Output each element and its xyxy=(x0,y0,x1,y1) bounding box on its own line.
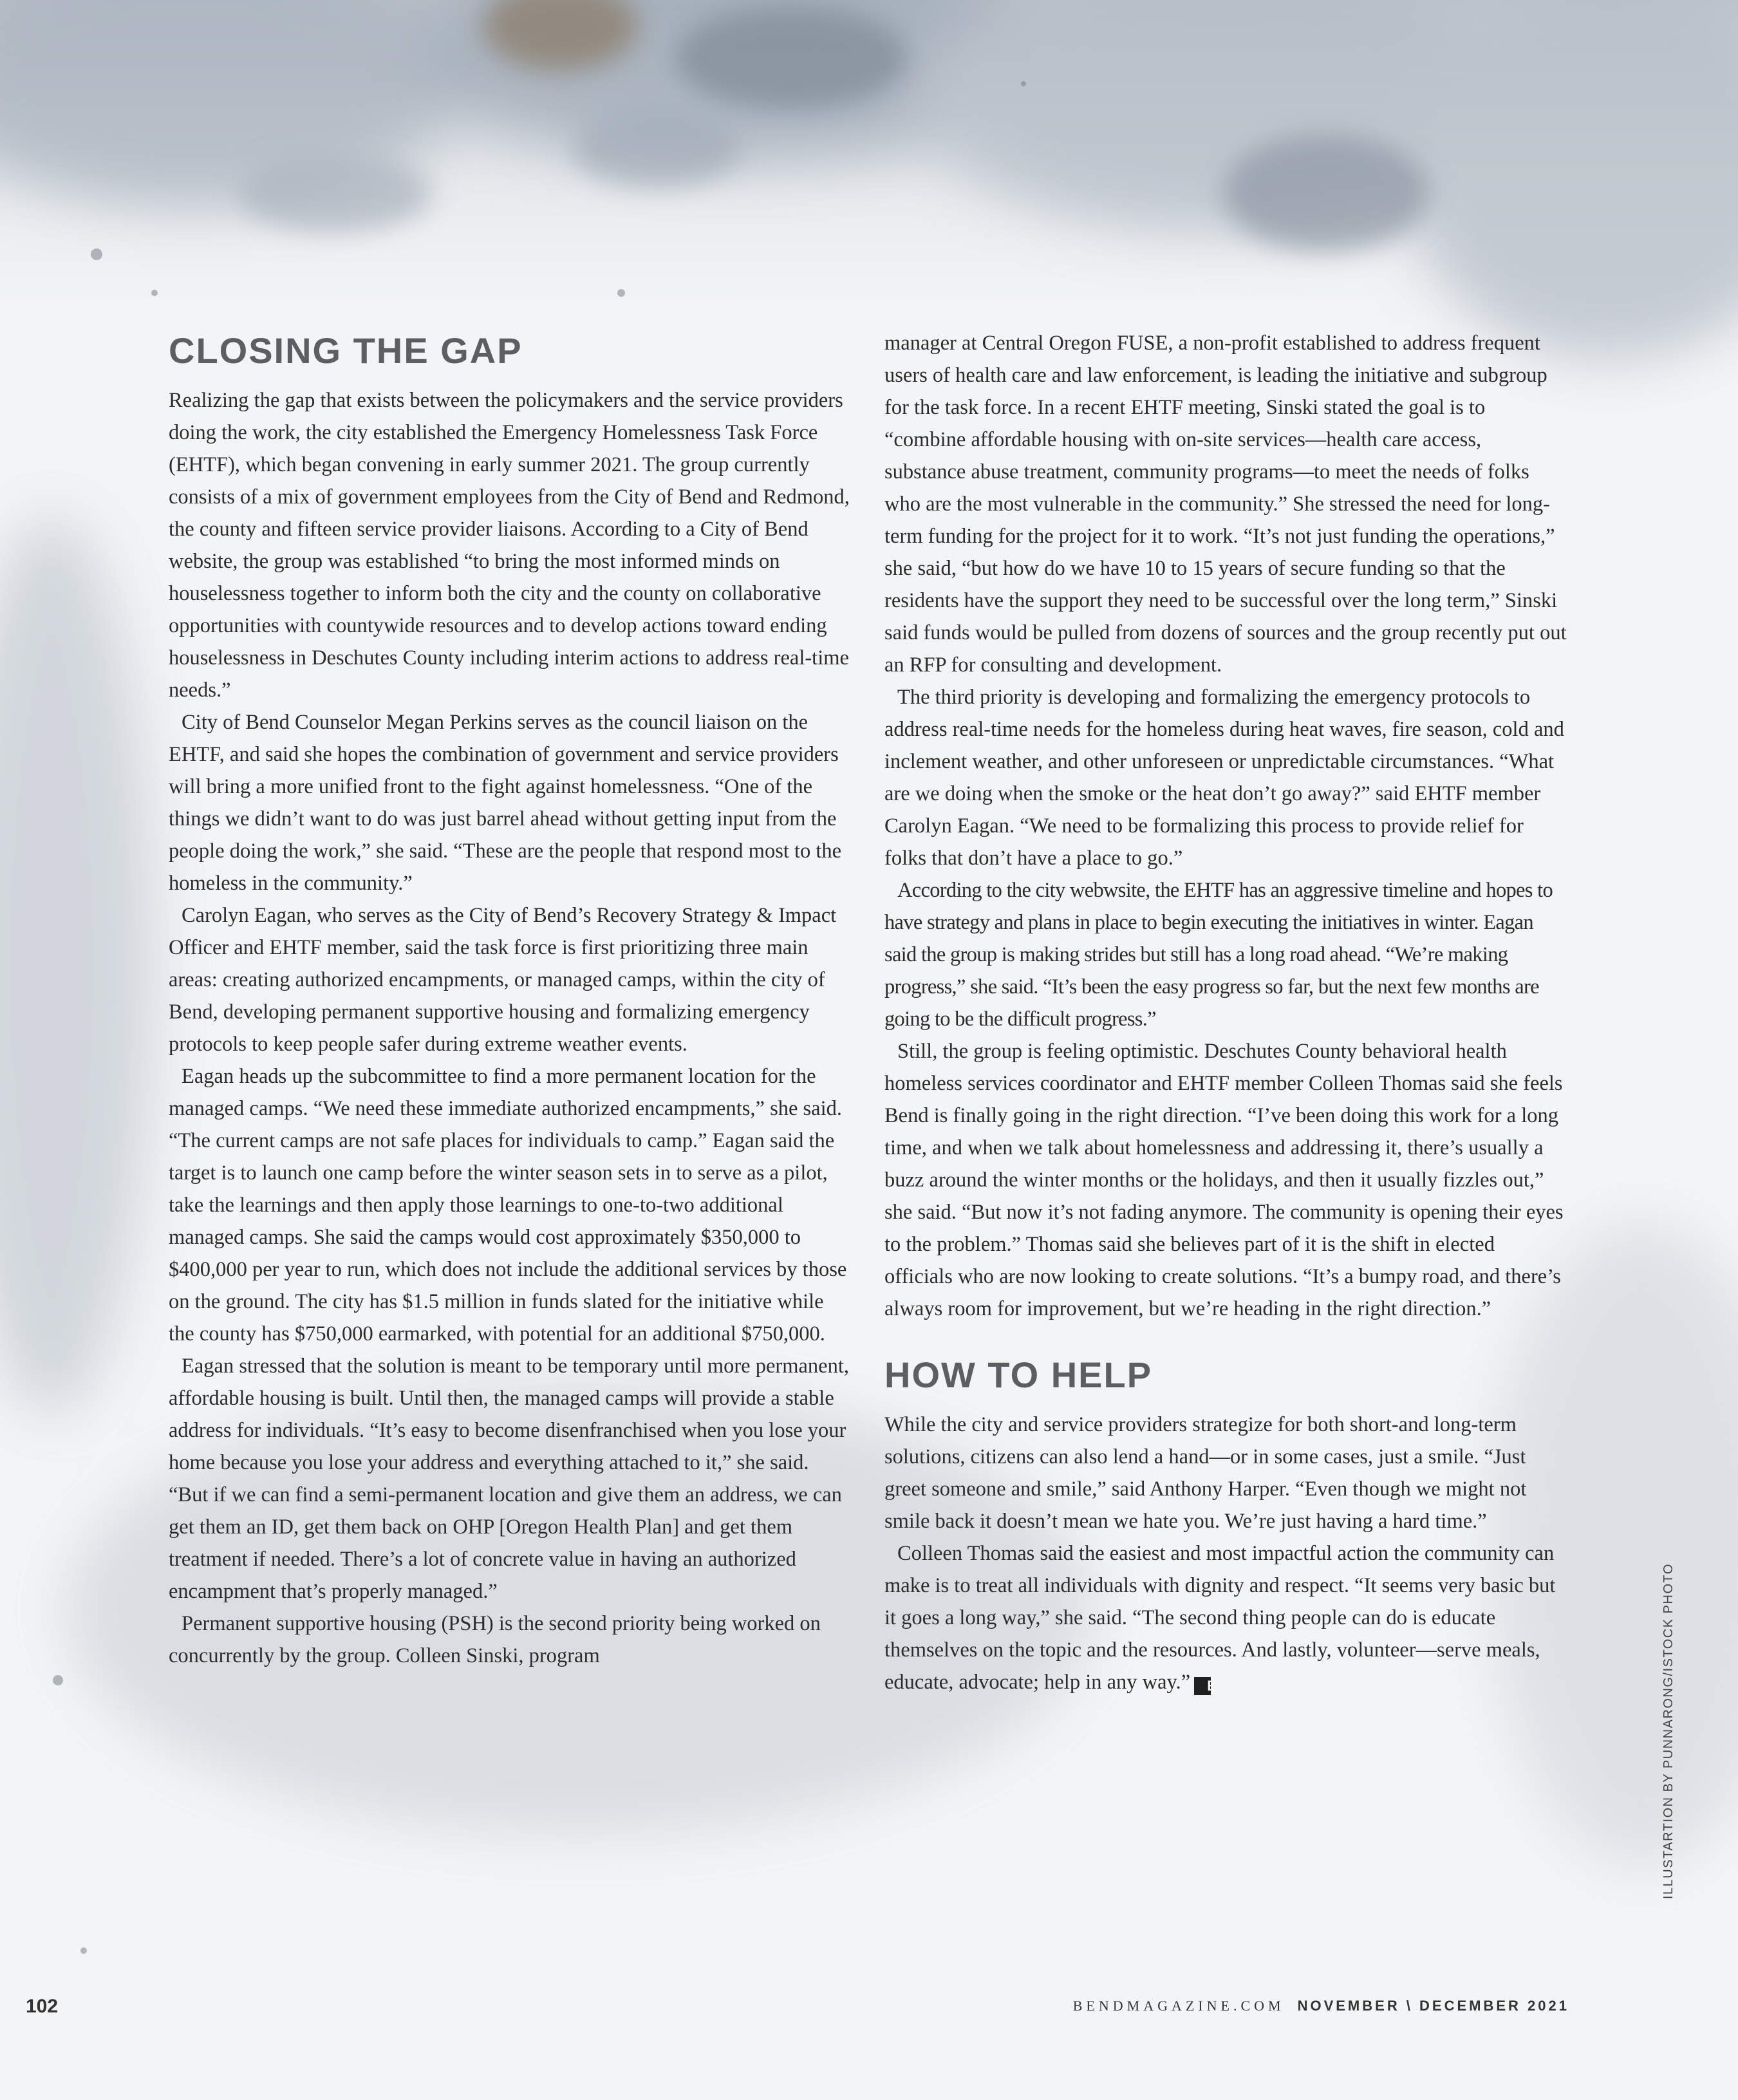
paragraph-final xyxy=(884,1537,1567,1698)
paragraph: Eagan heads up the subcommittee to find a more permanent location for the managed camps. “We need these immediate authorized encampments,” she said. “The current camps are not safe places for individuals to camp.” Eagan said the target is to launch one camp before the winter season sets in to serve as a pilot, take the learnings and then apply those learnings to one-to-two additional managed camps. She said the camps would cost approximately $350,000 to $400,000 per year to run, which does not include the additional services by those on the ground. The city has $1.5 million in funds slated for the initiative while the county has $750,000 earmarked, with potential for an additional $750,000. xyxy=(169,1065,847,1345)
paragraph: manager at Central Oregon FUSE, a non-profit established to address frequent users of health care and law enforcement, is leading the initiative and subgroup for the task force. In a recent EHTF meeting, Sinski stated the goal is to “combine affordable housing with on-site services—health care access, substance abuse treatment, community programs—to meet the needs of folks who are the most vulnerable in the community.” She stressed the need for long-term funding for the project for it to work. “It’s not just funding the operations,” she said, “but how do we have 10 to 15 years of secure funding so that the residents have the support they need to be successful over the long term,” Sinski said funds would be pulled from dozens of sources and the group recently put out an RFP for consulting and development. xyxy=(884,332,1567,677)
paragraph: While the city and service providers strategize for both short-and long-term solutions, citizens can also lend a hand—or in some cases, just a smile. “Just greet someone and smile,” said Anthony Harper. “Even though we might not smile back it doesn’t mean we hate you. We’re just having a hard time.” xyxy=(884,1413,1527,1533)
paragraph: City of Bend Counselor Megan Perkins serves as the council liaison on the EHTF, and said she hopes the combination of government and service providers will bring a more unified front to the fight against homelessness. “One of the things we didn’t want to do was just barrel ahead without getting input from the people doing the work,” she said. “These are the people that respond most to the homeless in the community.” xyxy=(169,711,842,895)
paragraph-text: Colleen Thomas said the easiest and most impactful action the community can make is to treat all individuals with dignity and respect. “It seems very basic but it goes a long way,” she said. “The second thing people can do is educate themselves on the topic and the resources. And lastly, volunteer—serve meals, educate, advocate; help in any way.” xyxy=(884,1542,1556,1694)
paragraph: Realizing the gap that exists between the policymakers and the service providers doing the work, the city established the Emergency Homelessness Task Force (EHTF), which began convening in early summer 2021. The group currently consists of a mix of government employees from the City of Bend and Redmond, the county and fifteen service provider liaisons. According to a City of Bend website, the group was established “to bring the most informed minds on houselessness together to inform both the city and the county on collaborative opportunities with countywide resources and to develop actions toward ending houselessness in Deschutes County including interim actions to address real-time needs.” xyxy=(169,389,850,702)
section-heading-how-to-help: HOW TO HELP xyxy=(884,1355,1153,1395)
paragraph: Permanent supportive housing (PSH) is the second priority being worked on concurrently by the group. Colleen Sinski, program xyxy=(169,1612,821,1667)
paragraph: The third priority is developing and formalizing the emergency protocols to address real-time needs for the homeless during heat waves, fire season, cold and inclement weather, and other unforeseen or unpredictable circumstances. “What are we doing when the smoke or the heat don’t go away?” said EHTF member Carolyn Eagan. “We need to be formalizing this process to provide relief for folks that don’t have a place to go.” xyxy=(884,686,1564,870)
column-left xyxy=(169,325,851,1672)
paragraph: According to the city webwsite, the EHTF has an aggressive timeline and hopes to have strategy and plans in place to begin executing the initiatives in winter. Eagan said the group is making strides but still has a long road ahead. “We’re making progress,” she said. “It’s been the easy progress so far, but the next few months are going to be the difficult progress.” xyxy=(884,879,1553,1031)
section-heading-closing-the-gap: CLOSING THE GAP xyxy=(169,330,523,371)
column-right xyxy=(884,327,1567,1698)
paragraph: Carolyn Eagan, who serves as the City of Bend’s Recovery Strategy & Impact Officer and EHTF member, said the task force is first prioritizing three main areas: creating authorized encampments, or managed camps, within the city of Bend, developing permanent supportive housing and formalizing emergency protocols to keep people safer during extreme weather events. xyxy=(169,904,837,1056)
footer-site: BENDMAGAZINE.COM xyxy=(1072,1998,1285,2014)
page-number: 102 xyxy=(26,1996,59,2017)
paragraph: Still, the group is feeling optimistic. Deschutes County behavioral health homeless services coordinator and EHTF member Colleen Thomas said she feels Bend is finally going in the right direction. “I’ve been doing this work for a long time, and when we talk about homelessness and addressing it, there’s usually a buzz around the winter months or the holidays, and then it usually fizzles out,” she said. “But now it’s not fading anymore. The community is opening their eyes to the problem.” Thomas said she believes part of it is the shift in elected officials who are now looking to create solutions. “It’s a bumpy road, and there’s always room for improvement, but we’re heading in the right direction.” xyxy=(884,1040,1564,1320)
footer xyxy=(1073,1998,1569,2014)
footer-issue: NOVEMBER \ DECEMBER 2021 xyxy=(1297,1998,1569,2014)
photo-credit: ILLUSTARTION BY PUNNARONG/ISTOCK PHOTO xyxy=(1661,1563,1676,1899)
paragraph: Eagan stressed that the solution is meant to be temporary until more permanent, affordable housing is built. Until then, the managed camps will provide a stable address for individuals. “It’s easy to become disenfranchised when you lose your home because you lose your address and everything attached to it,” she said. “But if we can find a semi-permanent location and give them an address, we can get them an ID, get them back on OHP [Oregon Health Plan] and get them treatment if needed. There’s a lot of concrete value in having an authorized encampment that’s properly managed.” xyxy=(169,1355,850,1603)
end-mark-icon: B xyxy=(1194,1677,1211,1695)
